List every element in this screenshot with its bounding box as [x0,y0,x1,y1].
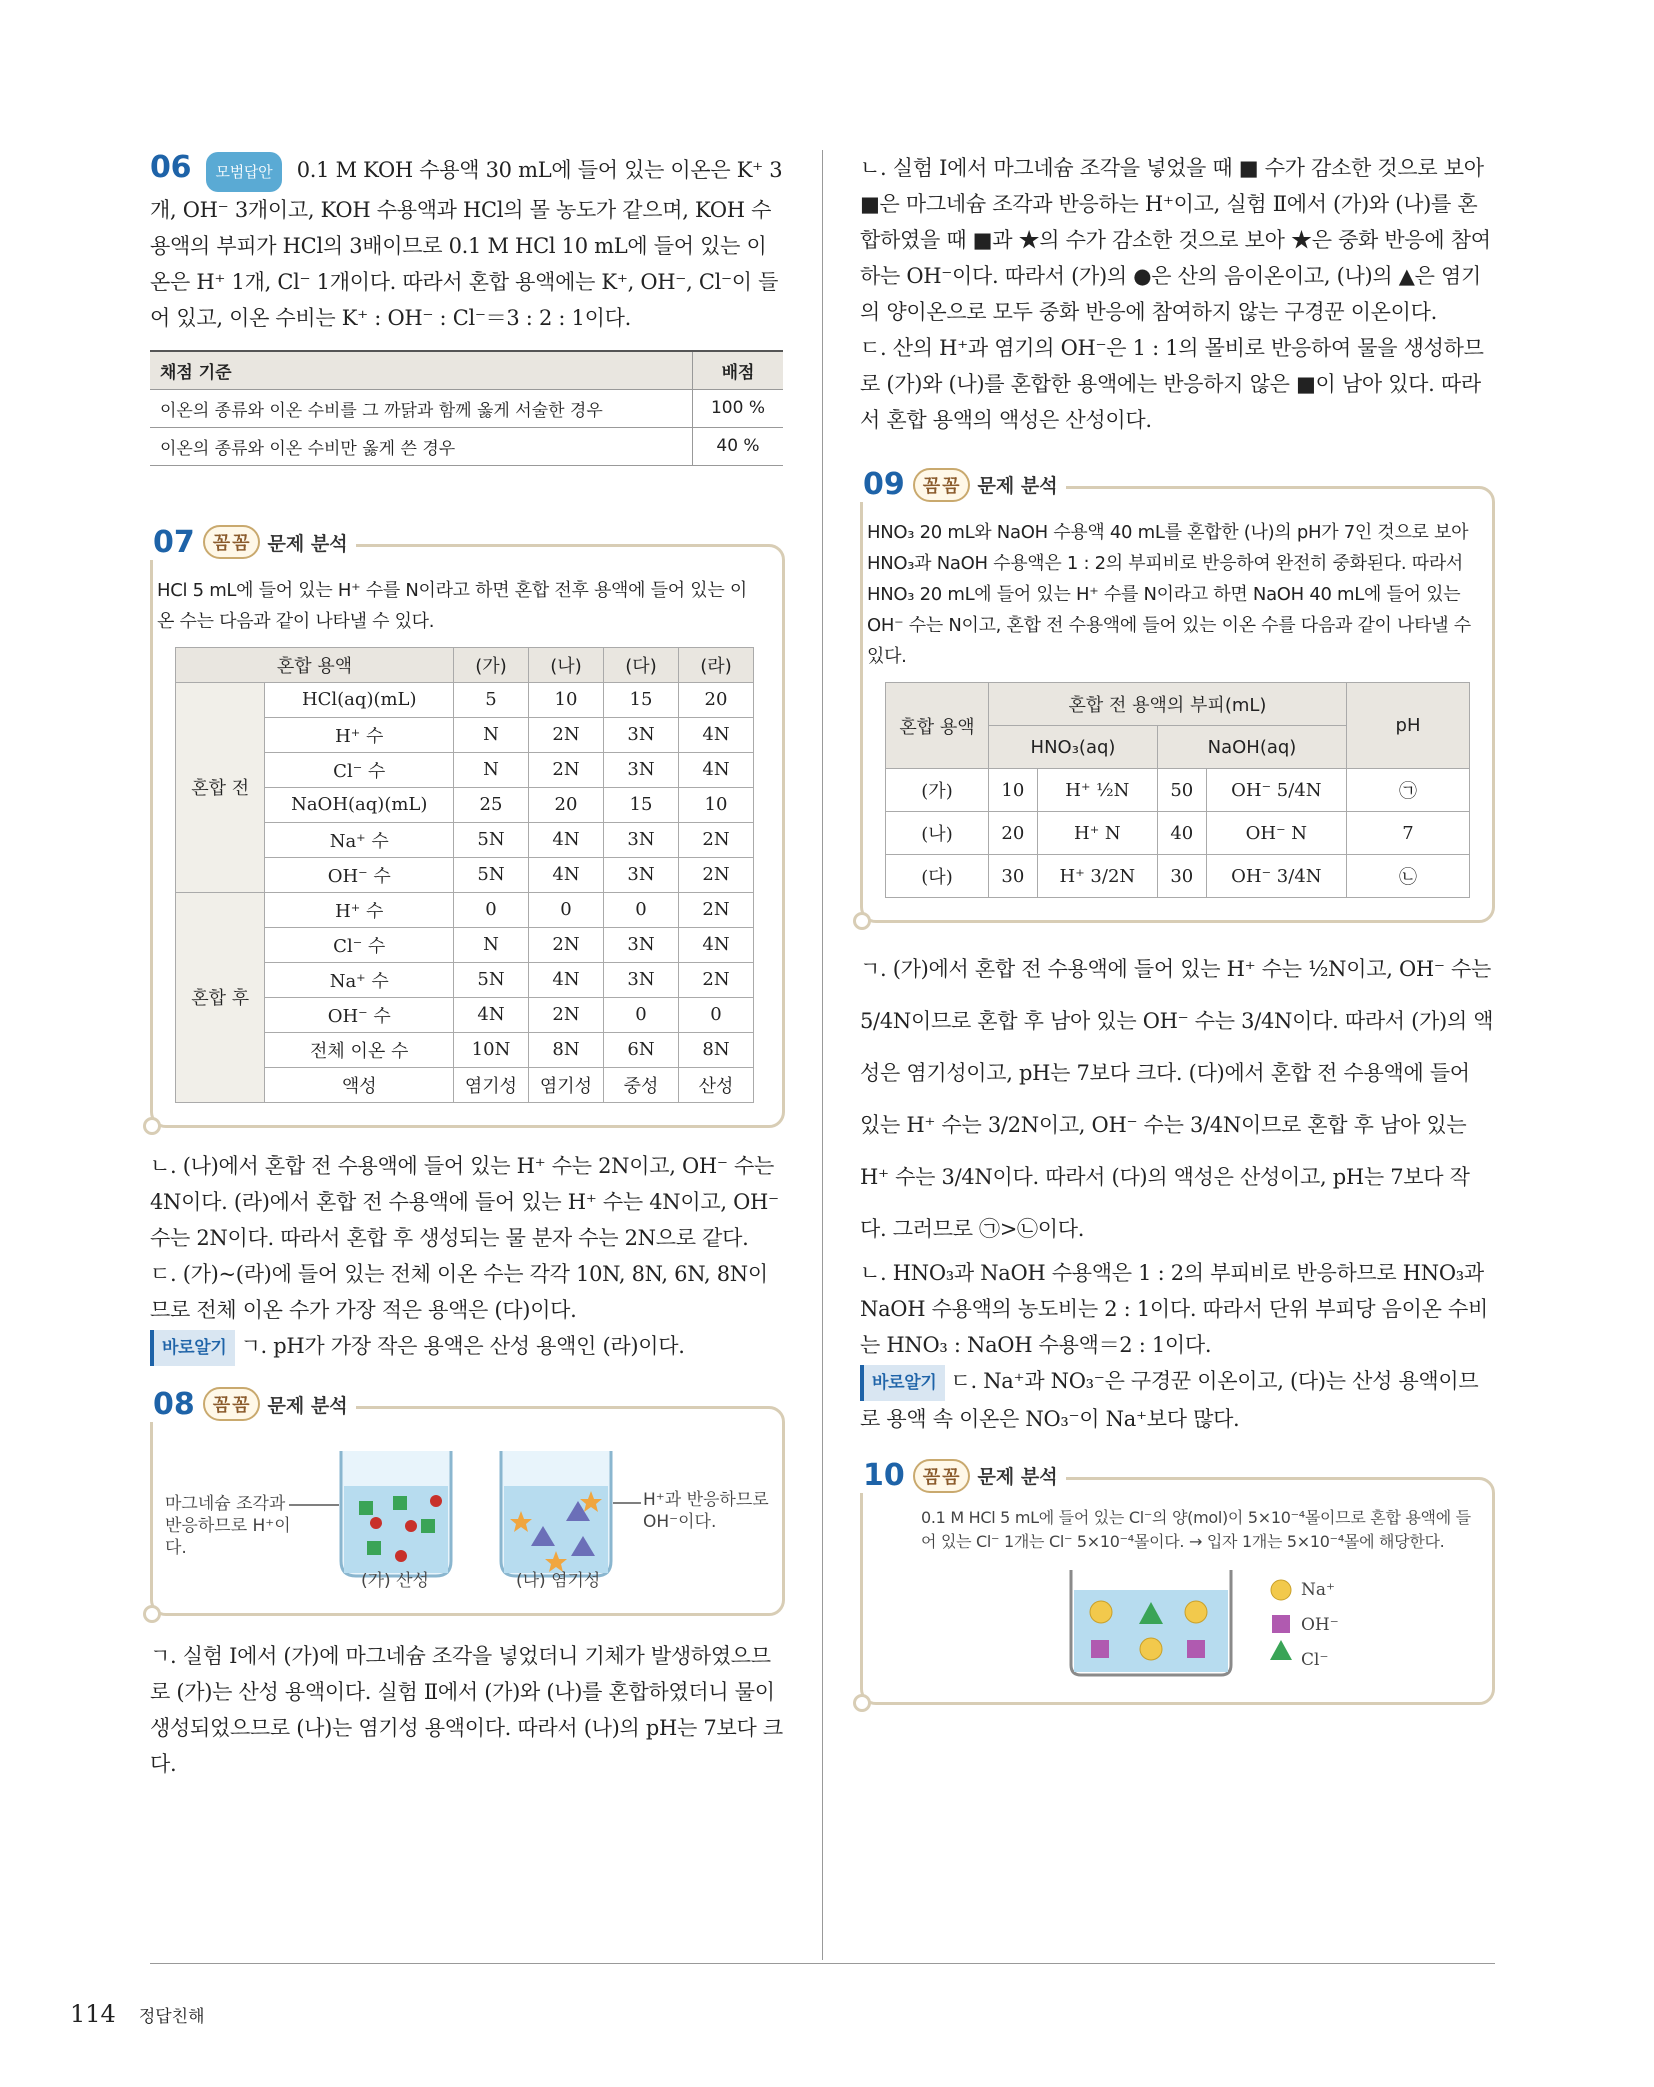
score-header-criteria: 채점 기준 [150,351,693,390]
table-row: Cl⁻ 수 N 2N 3N 4N [176,927,754,962]
q09-explanation: ㄱ. (가)에서 혼합 전 수용액에 들어 있는 H⁺ 수는 ½N이고, OH⁻ 수는 5/4N이므로 혼합 후 남아 있는 OH⁻ 수는 3/4N이다. 따라서 (가)의 액성은 염기성이고, pH는 7보다 크다. (다)에서 혼합 전 수용액에 들어 있는 H⁺ 수는 3/2N이고, OH⁻ 수는 3/4N이므로 혼합 후 남아 있는 H⁺ 수는 3/4N이다. 따라서 (다)의 액성은 산성이고, pH는 7보다 작다. 그러므로 ㉠>㉡이다. ㄴ. HNO₃과 NaOH 수용액은 1 : 2의 부피비로 반응하므로 HNO₃과 NaOH 수용액의 농도비는 2 : 1이다. 따라서 단위 부피당 음이온 수비는 HNO₃ : NaOH 수용액＝2 : 1이다. 바로알기 ㄷ. Na⁺과 NO₃⁻은 구경꾼 이온이고, (다)는 산성 용액이므로 용액 속 이온은 NO₃⁻이 Na⁺보다 많다. [860,957,1494,1431]
q08-explanation: ㄱ. 실험 Ⅰ에서 (가)에 마그네슘 조각을 넣었더니 기체가 발생하였으므로 (가)는 산성 용액이다. 실험 Ⅱ에서 (가)와 (나)를 혼합하였더니 물이 생성되었으므로 (나)는 염기성 용액이다. 따라서 (나)의 pH는 7보다 크다. [150,1643,783,1776]
page-number: 114 [70,2000,116,2028]
q07-explanation: ㄴ. (나)에서 혼합 전 수용액에 들어 있는 H⁺ 수는 2N이고, OH⁻ 수는 4N이다. (라)에서 혼합 전 수용액에 들어 있는 H⁺ 수는 4N이고, OH⁻ 수는 2N이다. 따라서 혼합 후 생성되는 물 분자 수는 2N으로 같다. ㄷ. (가)~(라)에 들어 있는 전체 이온 수는 각각 10N, 8N, 6N, 8N이므로 전체 이온 수가 가장 적은 용액은 (다)이다. 바로알기 ㄱ. pH가 가장 작은 용액은 산성 용액인 (라)이다. [150,1148,785,1366]
q09-title: 문제 분석 [977,475,1058,497]
table-row: OH⁻ 수 4N 2N 0 0 [176,997,754,1032]
q10-number: 10 [863,1458,905,1493]
column-divider [822,150,823,1960]
box-corner-dot [853,1694,871,1712]
barun-label: 바로알기 [860,1365,945,1401]
q09-number: 09 [863,467,905,502]
box-corner-dot [853,912,871,930]
q09-box [860,467,1495,923]
table-row: H⁺ 수 N 2N 3N 4N [176,717,754,752]
table-row: 이온의 종류와 이온 수비를 그 까닭과 함께 옳게 서술한 경우 100 % [150,389,783,427]
right-column [860,150,1495,1705]
q06-section [150,150,785,466]
table-row: NaOH(aq)(mL) 25 20 15 10 [176,787,754,822]
left-column [150,150,785,1782]
q08-box [150,1386,785,1616]
bottom-rule [150,1963,1495,1964]
legend-na: Na⁺ [1301,1580,1335,1600]
box-corner-dot [143,1605,161,1623]
legend-oh: OH⁻ [1301,1615,1339,1635]
barun-label: 바로알기 [150,1330,235,1366]
table-row: Cl⁻ 수 N 2N 3N 4N [176,752,754,787]
q07-intro: HCl 5 mL에 들어 있는 H⁺ 수를 N이라고 하면 혼합 전후 용액에 들어 있는 이온 수는 다음과 같이 나타낼 수 있다. [157,579,747,632]
q08-right-p1: ㄴ. 실험 Ⅰ에서 마그네슘 조각을 넣었을 때 ■ 수가 감소한 것으로 보아 ■은 마그네슘 조각과 반응하는 H⁺이고, 실험 Ⅱ에서 (가)와 (나)를 혼합하였을 때 ■과 ★의 수가 감소한 것으로 보아 ★은 중화 반응에 참여하는 OH⁻이다. 따라서 (가)의 ●은 산의 음이온이고, (나)의 ▲은 염기의 양이온으로 모두 중화 반응에 참여하지 않는 구경꾼 이온이다. [860,156,1491,324]
kkomkkom-badge: 꼼 꼼 [203,525,260,559]
q07-table: 혼합 용액 (가) (나) (다) (라) 혼합 전 HCl(aq)(mL) 5 10 15 20 H⁺ 수 N 2N 3N 4N Cl⁻ 수 N 2N 3N 4N NaOH(aq)(mL) 25 20 15 10 Na⁺ 수 5N 4N 3N 2N OH⁻ 수 5N 4N 3N 2N 혼합 후 H⁺ 수 0 0 0 2N Cl⁻ 수 N 2N 3N 4N Na⁺ 수 5N 4N 3N 2N OH⁻ 수 4N 2N 0 0 전체 이온 수 10N 8N 6N 8N 액성 염기성 염기성 중성 산성 [175,647,754,1103]
q09-intro: HNO₃ 20 mL와 NaOH 수용액 40 mL를 혼합한 (나)의 pH가 7인 것으로 보아 HNO₃과 NaOH 수용액은 1 : 2의 부피비로 반응하여 완전히 중화된다. 따라서 HNO₃ 20 mL에 들어 있는 H⁺ 수를 N이라고 하면 NaOH 40 mL에 들어 있는 OH⁻ 수는 N이고, 혼합 전 수용액에 들어 있는 이온 수를 다음과 같이 나타낼 수 있다. [867,522,1471,667]
q08-right-p2: ㄷ. 산의 H⁺과 염기의 OH⁻은 1 : 1의 몰비로 반응하여 물을 생성하므로 (가)와 (나)를 혼합한 용액에는 반응하지 않은 ■이 남아 있다. 따라서 혼합 용액의 액성은 산성이다. [860,336,1484,432]
q10-title: 문제 분석 [977,1466,1058,1488]
q08-number: 08 [153,1386,195,1422]
q09-table: 혼합 용액 혼합 전 용액의 부피(mL) pH HNO₃(aq) NaOH(aq) (가) 10 H⁺ ½N 50 OH⁻ 5/4N ㉠ (나) 20 H⁺ N 40 OH⁻ N 7 (다) 30 H⁺ 3/2N 30 OH⁻ 3/4N ㉡ [885,682,1470,898]
kkomkkom-badge: 꼼 꼼 [913,1459,970,1493]
page-footer [70,2000,205,2028]
q10-beaker [1061,1560,1421,1680]
q06-number: 06 [150,150,192,185]
kkomkkom-badge: 꼼 꼼 [203,1387,260,1421]
box-corner-dot [143,1117,161,1135]
table-row: Na⁺ 수 5N 4N 3N 2N [176,822,754,857]
table-row: 전체 이온 수 10N 8N 6N 8N [176,1032,754,1067]
q07-number: 07 [153,524,195,560]
q06-text: 0.1 M KOH 수용액 30 mL에 들어 있는 이온은 K⁺ 3개, OH⁻ 3개이고, KOH 수용액과 HCl의 몰 농도가 같으며, KOH 수용액의 부피가 HCl의 3배이므로 0.1 M HCl 10 mL에 들어 있는 이온은 H⁺ 1개, Cl⁻ 1개이다. 따라서 혼합 용액에는 K⁺, OH⁻, Cl⁻이 들어 있고, 이온 수비는 K⁺ : OH⁻ : Cl⁻＝3 : 2 : 1이다. [150,158,783,330]
q06-badge: 모범답안 [206,152,283,192]
label-b: (나) 염기성 [516,1570,601,1591]
table-row: 혼합 전 HCl(aq)(mL) 5 10 15 20 [176,682,754,717]
q08-title: 문제 분석 [267,1394,348,1417]
table-row: 액성 염기성 염기성 중성 산성 [176,1067,754,1102]
q08-figure [165,1431,769,1591]
score-header-points: 배점 [693,351,784,390]
q06-score-table [150,350,783,466]
table-row: OH⁻ 수 5N 4N 3N 2N [176,857,754,892]
table-row: (나) 20 H⁺ N 40 OH⁻ N 7 [886,812,1470,855]
table-row: 혼합 후 H⁺ 수 0 0 0 2N [176,892,754,927]
table-row: (가) 10 H⁺ ½N 50 OH⁻ 5/4N ㉠ [886,769,1470,812]
q07-box [150,524,785,1128]
table-row: 이온의 종류와 이온 수비만 옳게 쓴 경우 40 % [150,427,783,465]
q10-intro: 0.1 M HCl 5 mL에 들어 있는 Cl⁻의 양(mol)이 5×10⁻⁴몰이므로 혼합 용액에 들어 있는 Cl⁻ 1개는 Cl⁻ 5×10⁻⁴몰이다. → 입자 1개는 5×10⁻⁴몰에 해당한다. [921,1508,1471,1551]
table-row: (다) 30 H⁺ 3/2N 30 OH⁻ 3/4N ㉡ [886,855,1470,898]
kkomkkom-badge: 꼼 꼼 [913,468,970,502]
q10-box [860,1458,1495,1705]
label-a: (가) 산성 [361,1570,429,1591]
footer-label: 정답친해 [138,2007,205,2027]
table-row: Na⁺ 수 5N 4N 3N 2N [176,962,754,997]
cap-left: 마그네슘 조각과 반응하므로 H⁺이다. [165,1493,291,1558]
cap-right: H⁺과 반응하므로 OH⁻이다. [643,1489,769,1532]
q10-figure [881,1560,1474,1680]
legend-cl: Cl⁻ [1301,1650,1329,1670]
q07-title: 문제 분석 [267,532,348,555]
